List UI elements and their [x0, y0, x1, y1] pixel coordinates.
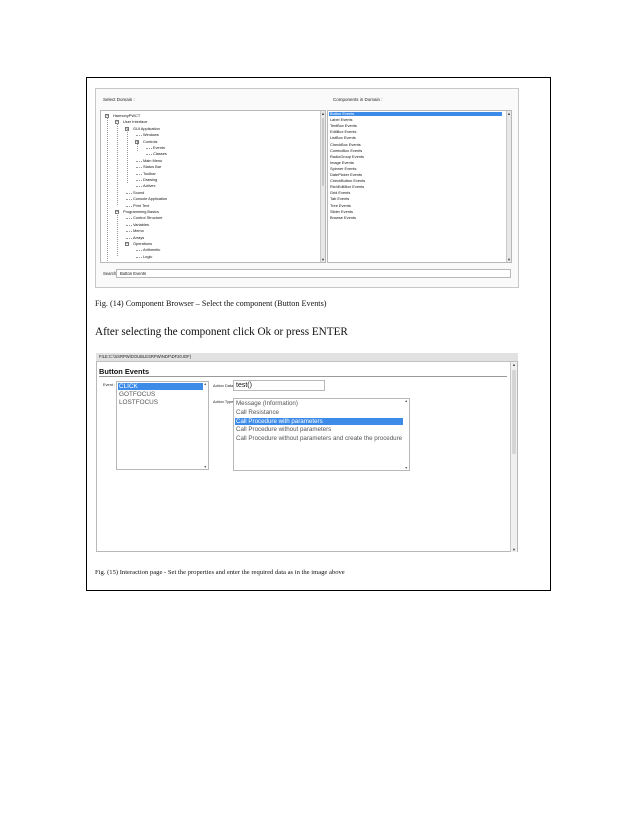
tree-item[interactable]: Memo	[133, 228, 144, 234]
tree-item[interactable]: User Interface	[123, 119, 148, 125]
scroll-down-icon[interactable]: ▼	[507, 257, 511, 262]
scroll-up-icon[interactable]: ▲	[507, 111, 511, 116]
interaction-heading: Button Events	[99, 367, 150, 376]
component-item[interactable]: CheckButton Events	[330, 178, 366, 184]
tree-item[interactable]: Main Menu	[143, 157, 163, 163]
tree-item[interactable]: Logic	[143, 253, 153, 259]
tree-item[interactable]: Drawing	[143, 177, 158, 182]
tree-item[interactable]: GUI Application	[133, 125, 160, 131]
action-data-label: Action Data	[213, 383, 234, 388]
tree-connector	[136, 135, 142, 136]
tree-item[interactable]: Console Application	[133, 196, 168, 202]
tree-guide-line	[117, 211, 118, 256]
scroll-up-icon[interactable]: ▲	[404, 399, 408, 403]
tree-connector	[126, 218, 132, 219]
instruction-text: After selecting the component click Ok or press ENTER	[95, 326, 348, 338]
tree-item[interactable]: Events	[153, 145, 165, 150]
tree-item[interactable]: Toolbar	[143, 170, 156, 176]
event-item[interactable]: CLICK	[118, 383, 203, 390]
tree-item[interactable]: Arithmetic	[143, 247, 161, 253]
tree-connector	[136, 161, 142, 162]
file-path-bar: FILE:C:\SSRPW\DOUBLESRPW\NDF\DF20.IDF)	[96, 353, 518, 362]
tree-guide-line	[126, 125, 129, 183]
event-item[interactable]: LOSTFOCUS	[119, 399, 159, 406]
tree-item[interactable]: Sound	[133, 189, 145, 195]
action-data-input[interactable]: test()	[233, 380, 325, 391]
tree-expander-icon[interactable]: −	[116, 209, 119, 214]
component-item[interactable]: ListBox Events	[330, 135, 356, 141]
tree-connector	[126, 231, 132, 232]
tree-item[interactable]: Controls	[143, 138, 158, 144]
component-item[interactable]: Grid Events	[330, 190, 351, 196]
tree-item[interactable]: HarmonyPWCT	[113, 113, 141, 118]
tree-connector	[126, 225, 132, 226]
tree-item[interactable]: Operations	[133, 241, 153, 246]
scroll-down-icon[interactable]: ▼	[321, 257, 325, 262]
tree-item[interactable]: Activex	[143, 183, 156, 189]
scroll-down-icon[interactable]: ▼	[203, 465, 207, 469]
tree-item[interactable]: Print Text	[133, 202, 150, 208]
components-list[interactable]	[327, 110, 512, 263]
component-item[interactable]: RadioGroup Events	[330, 153, 364, 159]
tree-expander-icon[interactable]: −	[136, 138, 139, 144]
tree-scroll-thumb[interactable]	[322, 118, 324, 186]
tree-connector	[136, 174, 142, 175]
components-in-domain-label: Components in Domain :	[333, 97, 383, 102]
component-item[interactable]: Tab Events	[330, 196, 350, 202]
figure-14-caption: Fig. (14) Component Browser – Select the component (Button Events)	[95, 299, 327, 308]
component-item[interactable]: TextBox Events	[330, 123, 357, 129]
action-type-item[interactable]: Call Procedure without parameters	[236, 426, 332, 434]
search-label: Search	[103, 271, 117, 276]
action-type-item[interactable]: Call Procedure with parameters	[235, 418, 403, 426]
action-type-list[interactable]	[233, 398, 410, 471]
component-item[interactable]: DatePicker Events	[330, 172, 363, 177]
scroll-up-icon[interactable]: ▲	[203, 382, 207, 386]
tree-connector	[136, 186, 142, 187]
figure-15-caption: Fig. (15) Interaction page - Set the properties and enter the required data as in the image above	[95, 569, 345, 576]
scroll-down-icon[interactable]: ▼	[512, 547, 516, 552]
tree-expander-icon[interactable]: −	[116, 119, 119, 125]
action-type-item[interactable]: Call Procedure without parameters and create the procedure	[236, 435, 403, 443]
tree-connector	[126, 206, 132, 207]
component-item[interactable]: RichEditBox Events	[330, 184, 365, 190]
action-type-item[interactable]: Message (Information)	[236, 400, 298, 407]
tree-expander-icon[interactable]: −	[106, 113, 109, 118]
component-item[interactable]: EditBox Events	[330, 129, 357, 135]
tree-item[interactable]: Classes	[153, 151, 167, 157]
tree-connector	[136, 250, 142, 251]
tree-expander-icon[interactable]: −	[126, 241, 129, 246]
tree-guide-line	[107, 117, 108, 263]
component-item[interactable]: CheckBox Events	[330, 141, 361, 147]
component-item[interactable]: Slider Events	[330, 208, 353, 214]
scroll-up-icon[interactable]: ▲	[321, 111, 325, 116]
action-type-item[interactable]: Call Resistance	[236, 408, 279, 416]
event-label: Event :	[103, 382, 116, 387]
tree-item[interactable]: Status Bar	[143, 164, 162, 170]
tree-scrollbar[interactable]	[320, 111, 325, 262]
tree-item[interactable]: Control Structure	[133, 215, 163, 221]
component-item[interactable]: Label Events	[330, 117, 353, 123]
action-type-label: Action Type	[213, 399, 234, 404]
tree-item[interactable]: Variables	[133, 221, 149, 227]
component-item[interactable]: Spinner Events	[330, 165, 357, 171]
components-scrollbar[interactable]	[506, 111, 511, 262]
component-item[interactable]: Tree Events	[330, 202, 351, 208]
tree-connector	[146, 154, 152, 155]
tree-item[interactable]: Windows	[143, 132, 159, 138]
component-item[interactable]: Browse Events	[330, 214, 356, 220]
component-item[interactable]: ComboBox Events	[330, 147, 363, 153]
scroll-up-icon[interactable]: ▲	[512, 362, 516, 367]
tree-connector	[126, 238, 132, 239]
heading-divider	[99, 376, 507, 377]
component-item[interactable]: Button Events	[329, 112, 502, 116]
select-domain-label: Select Domain :	[103, 97, 135, 102]
tree-expander-icon[interactable]: −	[126, 125, 129, 131]
tree-connector	[126, 193, 132, 194]
tree-guide-line	[136, 138, 139, 151]
tree-connector	[126, 199, 132, 200]
tree-item[interactable]: Programming Basics	[123, 209, 159, 214]
event-item[interactable]: GOTFOCUS	[119, 391, 156, 398]
tree-guide-line	[117, 123, 118, 205]
tree-connector	[136, 257, 142, 258]
search-input[interactable]: Button Events	[116, 269, 511, 278]
scroll-down-icon[interactable]: ▼	[404, 466, 408, 470]
tree-connector	[136, 167, 142, 168]
tree-connector	[146, 148, 152, 149]
events-list[interactable]	[116, 381, 209, 470]
page-scroll-thumb[interactable]	[512, 370, 516, 454]
page-scrollbar[interactable]	[510, 362, 517, 552]
component-item[interactable]: Image Events	[330, 159, 354, 165]
domain-tree[interactable]	[100, 110, 326, 263]
tree-connector	[136, 180, 142, 181]
tree-item[interactable]: Arrays	[133, 234, 145, 240]
